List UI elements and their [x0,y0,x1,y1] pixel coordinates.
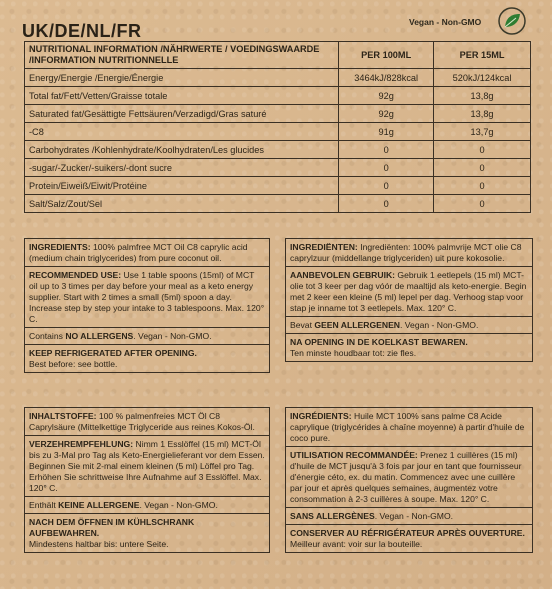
allergen-bold: GEEN ALLERGENEN [314,320,401,330]
row-value-15ml: 520kJ/124kcal [434,69,531,87]
storage-text: Mindestens haltbar bis: untere Seite. [29,539,169,549]
row-value-15ml: 13,7g [434,123,531,141]
recommended-use-section [286,267,532,317]
row-value-15ml: 0 [434,195,531,213]
table-row [25,105,531,123]
recommended-use-text: Use 1 table spoons (15ml) of MCT oil up to 3 times per day before your meal as a keto energy supplier. Start with 2 times a small (5ml) spoon a day. Increase step by step your intake to 3 tablespoons. Max. 120° C. [29,270,265,324]
row-value-15ml: 13,8g [434,87,531,105]
english-info-box [24,238,270,373]
ingredients-section [25,239,269,267]
recommended-use-title: UTILISATION RECOMMANDÉE: [290,450,418,460]
row-label: Protein/Eiweiß/Eiwit/Protéine [25,177,339,195]
german-info-box [24,407,270,553]
recommended-use-text: Prenez 1 cuillères (15 ml) d'huile de MCT jusqu'à 3 fois par jour en tant que fournisseur d'énergie céto, ex. du matin. Commencez avec une cuillère par jour et après quelques semaines, augmentez votre consommation à 2-3 cuillères à soupe. Max. 120° C. [290,450,522,504]
ingredients-title: INGREDIËNTEN: [290,242,358,252]
row-value-15ml: 0 [434,159,531,177]
recommended-use-section [286,447,532,508]
recommended-use-title: RECOMMENDED USE: [29,270,122,280]
table-row [25,177,531,195]
allergen-prefix: Enthält [29,500,59,510]
allergen-suffix: . Vegan - Non-GMO. [400,320,479,330]
allergen-section [286,317,532,334]
allergen-prefix: Bevat [290,320,315,330]
table-header-row [25,42,531,69]
column-header-per-100ml: PER 100ML [339,42,434,69]
storage-text: Best before: see bottle. [29,359,118,369]
page-title: UK/DE/NL/FR [22,21,142,41]
table-row [25,123,531,141]
recommended-use-section [25,267,269,328]
recommended-use-title: AANBEVOLEN GEBRUIK: [290,270,396,280]
nutrition-table [24,41,531,213]
allergen-bold: SANS ALLERGÈNES [290,511,375,521]
allergen-section [25,497,269,514]
ingredients-section [25,408,269,436]
row-value-100ml: 0 [339,159,434,177]
allergen-section [25,328,269,345]
recommended-use-text: Gebruik 1 eetlepels (15 ml) MCT-olie tot 3 keer per dag vóór de maaltijd als keto-energie. Begin met 2 keer een kleine (5 ml) lepel per dag. Verhoog stap voor stap je inname tot 3 eetlepels. Max. 120° C. [290,270,527,313]
table-row [25,195,531,213]
row-label: Total fat/Fett/Vetten/Graisse totale [25,87,339,105]
ingredients-title: INGRÉDIENTS: [290,411,352,421]
storage-section [25,345,269,372]
recommended-use-title: VERZEHREMPFEHLUNG: [29,439,134,449]
row-value-100ml: 91g [339,123,434,141]
table-row [25,87,531,105]
ingredients-text: Huile MCT 100% sans palme C8 Acide caprylique (triglycérides à chaîne moyenne) à partir d'huile de coco pure. [290,411,525,443]
recommended-use-section [25,436,269,497]
storage-section [25,514,269,552]
table-row [25,159,531,177]
ingredients-section [286,408,532,447]
allergen-bold: NO ALLERGENS [65,331,134,341]
row-value-15ml: 0 [434,141,531,159]
row-label: -C8 [25,123,339,141]
table-row [25,69,531,87]
leaf-icon [497,6,527,36]
storage-title: KEEP REFRIGERATED AFTER OPENING. [29,348,197,358]
row-value-100ml: 92g [339,105,434,123]
dutch-info-box [285,238,533,362]
storage-text: Meilleur avant: voir sur la bouteille. [290,539,423,549]
ingredients-title: INHALTSTOFFE: [29,411,97,421]
allergen-suffix: . Vegan - Non-GMO. [133,331,212,341]
row-label: Saturated fat/Gesättigte Fettsäuren/Verzadigd/Gras saturé [25,105,339,123]
allergen-suffix: . Vegan - Non-GMO. [374,511,454,521]
allergen-suffix: . Vegan - Non-GMO. [139,500,218,510]
recommended-use-text: Nimm 1 Esslöffel (15 ml) MCT-Öl bis zu 3-Mal pro Tag als Keto-Energielieferant vor dem Essen. Beginnen Sie mit 2-mal einem kleinen (5 ml) Löffel pro Tag. Erhöhen Sie schrittweise Ihre Aufnahme auf 3 Esslöffel. Max. 120° C. [29,439,265,493]
row-label: Salt/Salz/Zout/Sel [25,195,339,213]
ingredients-section [286,239,532,267]
row-value-100ml: 3464kJ/828kcal [339,69,434,87]
row-label: -sugar/-Zucker/-suikers/-dont sucre [25,159,339,177]
storage-title: NACH DEM ÖFFNEN IM KÜHLSCHRANK AUFBEWAHREN. [29,517,195,538]
row-value-100ml: 0 [339,177,434,195]
storage-title: CONSERVER AU RÉFRIGÉRATEUR APRÈS OUVERTURE. [290,528,525,538]
allergen-section [286,508,532,525]
storage-text: Ten minste houdbaar tot: zie fles. [290,348,417,358]
storage-title: NA OPENING IN DE KOELKAST BEWAREN. [290,337,468,347]
row-value-100ml: 0 [339,141,434,159]
allergen-bold: KEINE ALLERGENE [58,500,140,510]
row-value-15ml: 13,8g [434,105,531,123]
ingredients-text: Ingrediënten: 100% palmvrije MCT olie C8 caprylzuur (middellange triglyceriden) uit pure kokosolie. [290,242,522,263]
column-header-per-15ml: PER 15ML [434,42,531,69]
storage-section [286,334,532,361]
ingredients-title: INGREDIENTS: [29,242,91,252]
french-info-box [285,407,533,553]
table-header-label: NUTRITIONAL INFORMATION /NÄHRWERTE / VOEDINGSWAARDE /INFORMATION NUTRITIONNELLE [25,42,339,69]
vegan-label: Vegan - Non-GMO [409,17,482,27]
row-value-100ml: 92g [339,87,434,105]
row-value-100ml: 0 [339,195,434,213]
table-row [25,141,531,159]
ingredients-text: 100 % palmenfreies MCT Öl C8 Caprylsäure (Mittelkettige Triglyceride aus reines Kokos-Öl. [29,411,255,432]
row-value-15ml: 0 [434,177,531,195]
row-label: Energy/Energie /Energie/Énergie [25,69,339,87]
allergen-prefix: Contains [29,331,66,341]
ingredients-text: 100% palmfree MCT Oil C8 caprylic acid (medium chain triglycerides) from pure coconut oil. [29,242,248,263]
storage-section [286,525,532,552]
row-label: Carbohydrates /Kohlenhydrate/Koolhydraten/Les glucides [25,141,339,159]
